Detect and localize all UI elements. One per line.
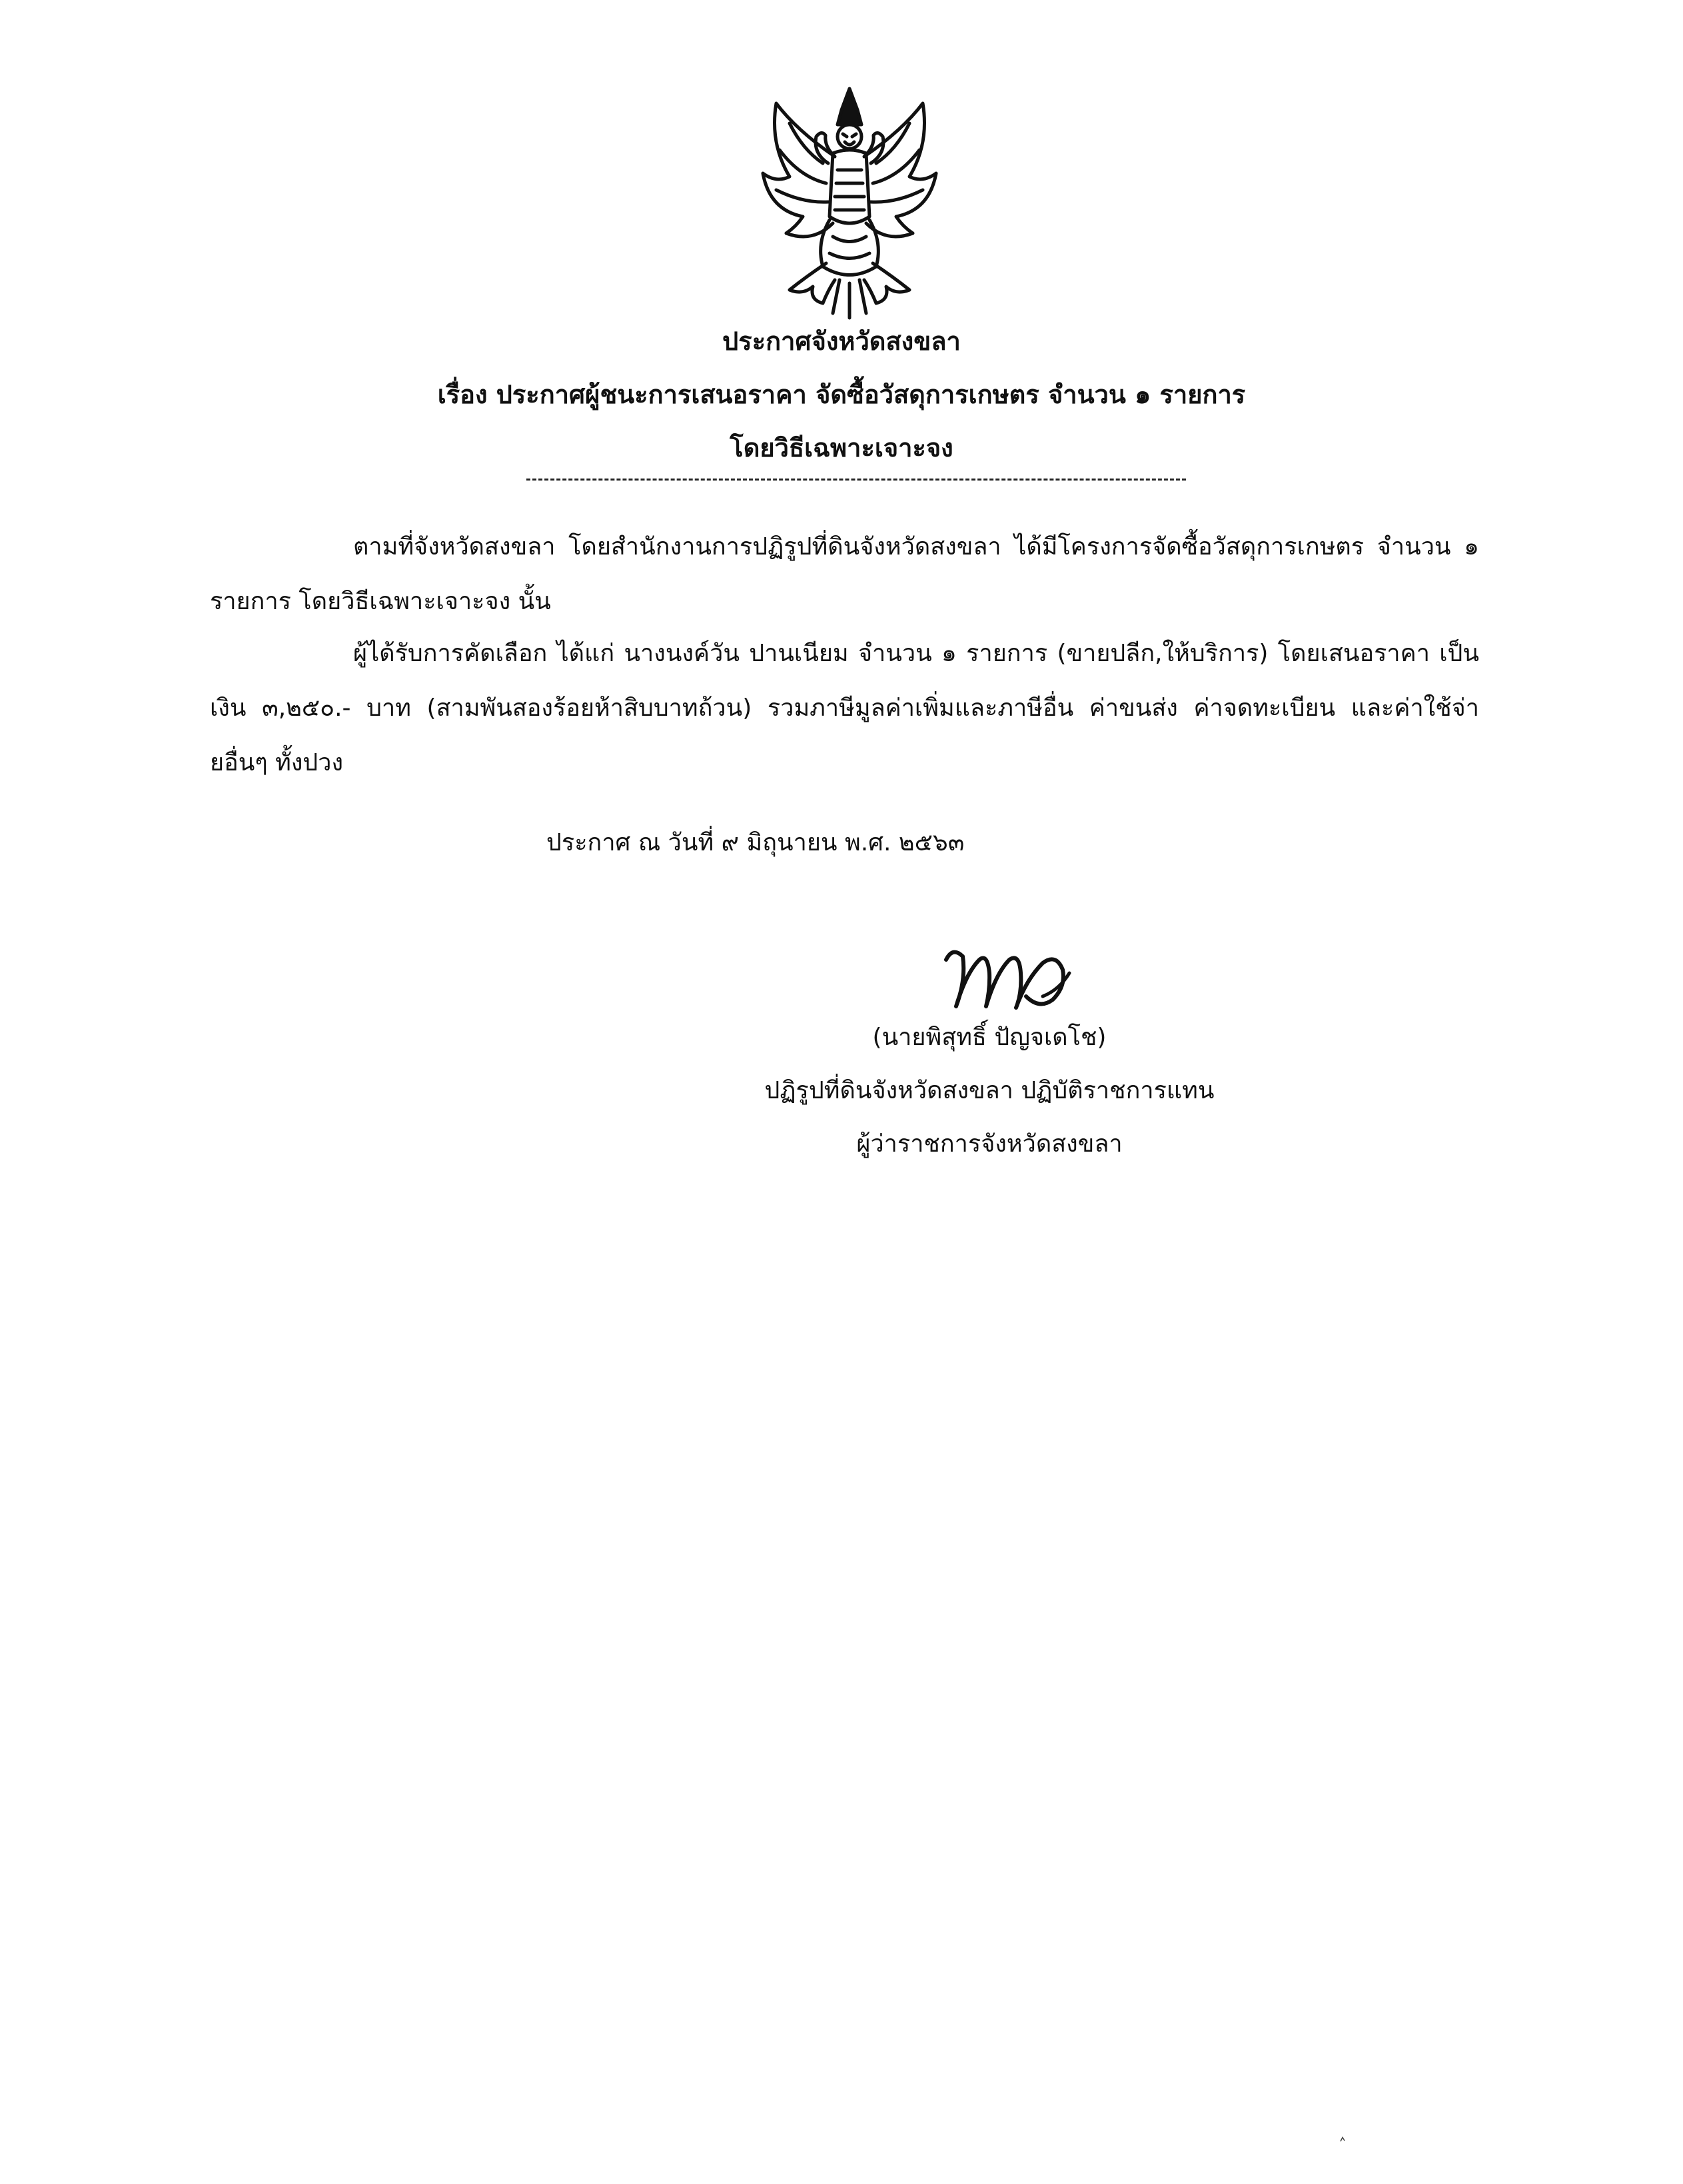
announce-date: ประกาศ ณ วันที่ ๙ มิถุนายน พ.ศ. ๒๕๖๓ xyxy=(546,829,965,856)
paragraph-background: ตามที่จังหวัดสงขลา โดยสำนักงานการปฏิรูปที่ดินจังหวัดสงขลา ได้มีโครงการจัดซื้อวัสดุการเกษตร จำนวน ๑ รายการ โดยวิธีเฉพาะเจาะจง นั้น xyxy=(210,533,1479,615)
document-subject: เรื่อง ประกาศผู้ชนะการเสนอราคา จัดซื้อวัสดุการเกษตร จำนวน ๑ รายการ xyxy=(437,380,1246,409)
handwritten-signature-icon xyxy=(926,933,1099,1020)
signer-name: (นายพิสุทธิ์ ปัญจเดโช) xyxy=(872,1024,1107,1051)
signer-position-line2: ผู้ว่าราชการจังหวัดสงขลา xyxy=(856,1130,1123,1158)
signer-position-line1: ปฏิรูปที่ดินจังหวัดสงขลา ปฏิบัติราชการแทน xyxy=(764,1077,1215,1104)
procurement-method: โดยวิธีเฉพาะเจาะจง xyxy=(730,433,953,463)
scan-speck xyxy=(1339,2136,1346,2143)
garuda-emblem-icon xyxy=(750,83,949,323)
paragraph-winner: ผู้ได้รับการคัดเลือก ได้แก่ นางนงค์วัน ปานเนียม จำนวน ๑ รายการ (ขายปลีก,ให้บริการ) โดยเสนอราคา เป็นเงิน ๓,๒๕๐.- บาท (สามพันสองร้อยห้าสิบบาทถ้วน) รวมภาษีมูลค่าเพิ่มและภาษีอื่น ค่าขนส่ง ค่าจดทะเบียน และค่าใช้จ่ายอื่นๆ ทั้งปวง xyxy=(210,640,1479,776)
document-title: ประกาศจังหวัดสงขลา xyxy=(722,327,961,356)
header-divider xyxy=(526,479,1186,481)
